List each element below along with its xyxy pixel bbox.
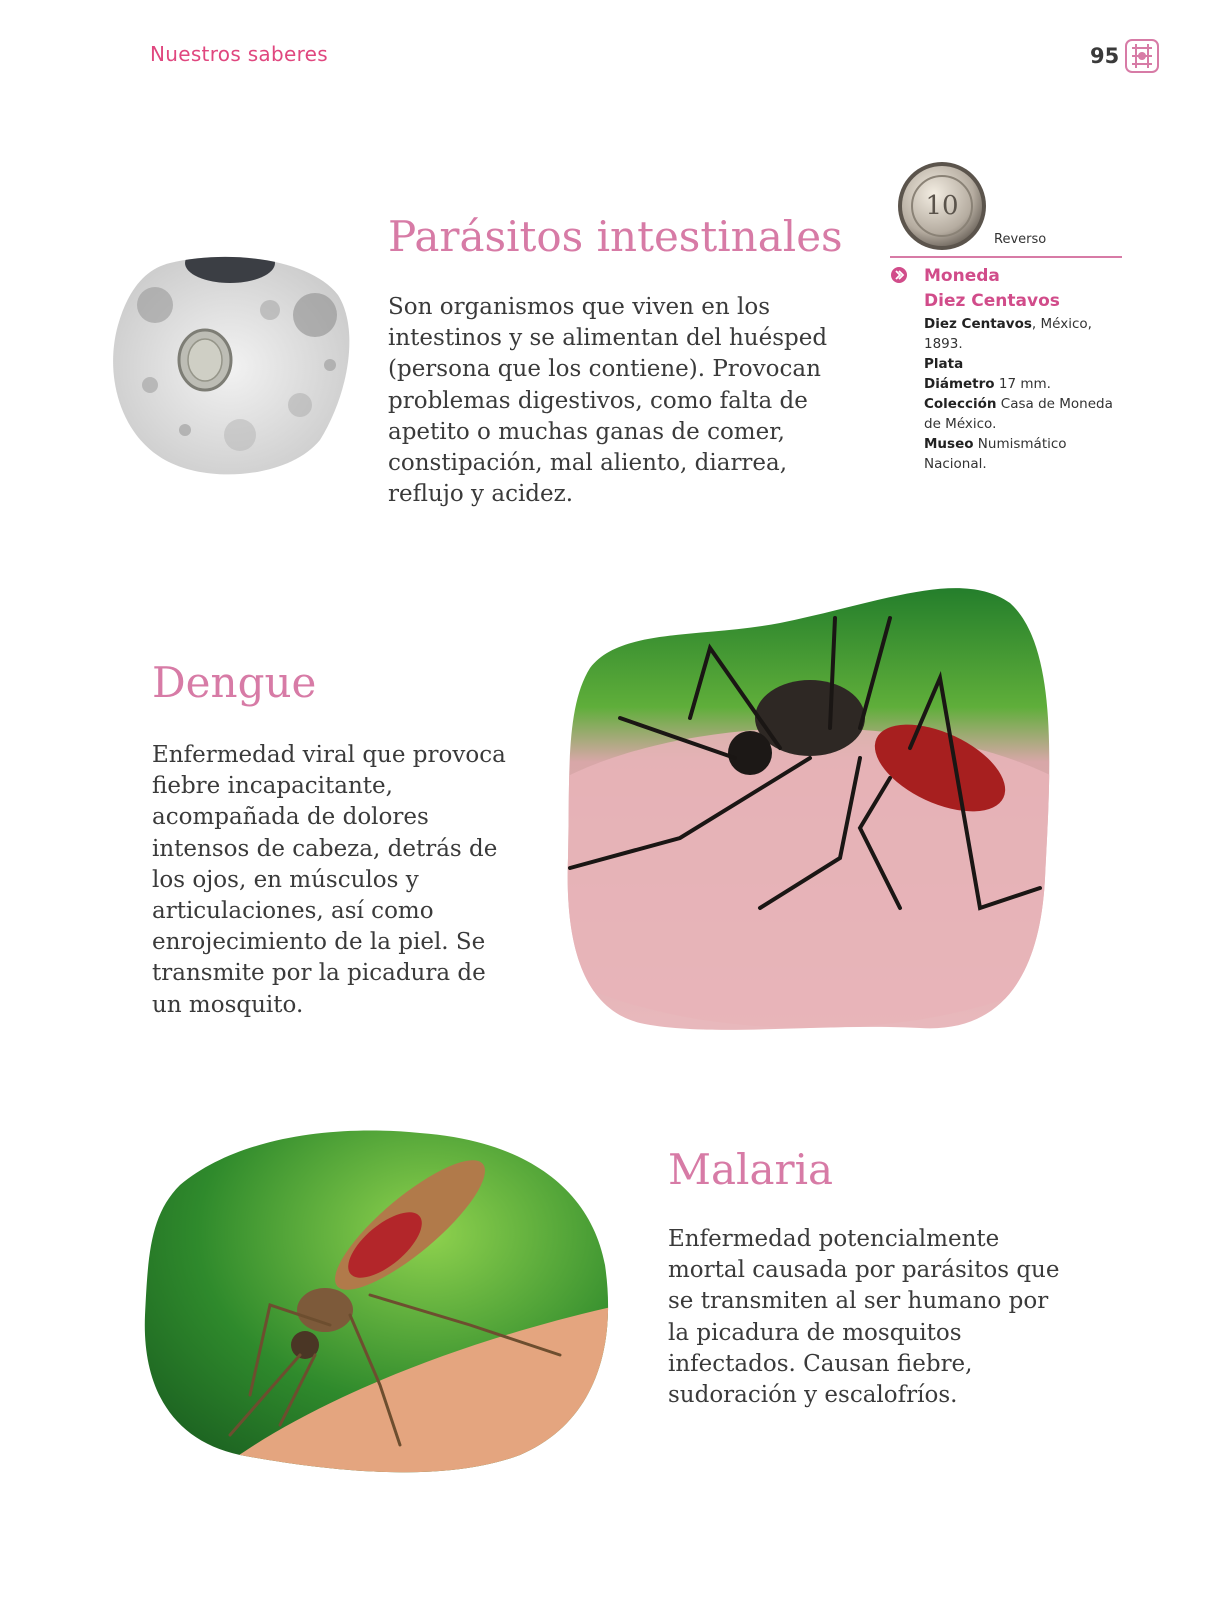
dengue-title: Dengue: [152, 658, 317, 707]
coin-diameter: [924, 374, 1129, 394]
parasitos-text: Son organismos que viven en los intestinos y se alimentan del huésped (persona que los contiene). Provocan problemas digestivos, como falta de apetito o muchas ganas de comer, constipación, mal aliento, diarrea, reflujo y acidez.: [388, 294, 828, 508]
coin-origin-label: Diez Centavos: [924, 316, 1032, 332]
coin-museum-label: Museo: [924, 436, 974, 452]
parasitos-title: Parásitos intestinales: [388, 212, 843, 261]
page-number: 95: [1090, 44, 1120, 68]
section-label: Nuestros saberes: [150, 42, 328, 66]
dengue-text: Enfermedad viral que provoca fiebre incapacitante, acompañada de dolores intensos de cabeza, detrás de los ojos, en músculos y articulaciones, así como enrojecimiento de la piel. Se transmite por la picadura de un mosquito.: [152, 742, 506, 1018]
chevron-right-icon: [890, 266, 908, 284]
coin-metal: [924, 354, 1129, 374]
coin-name: Diez Centavos: [924, 291, 1060, 311]
coin-diameter-label: Diámetro: [924, 376, 995, 392]
coin-diameter-value: 17 mm.: [994, 376, 1051, 392]
coin-origin-value: , México, 1893.: [924, 316, 1092, 352]
coin-image: [896, 160, 988, 252]
malaria-title: Malaria: [668, 1145, 834, 1194]
coin-caption: Reverso: [994, 232, 1047, 247]
coin-value: 10: [925, 191, 959, 221]
coin-museum: [924, 434, 1129, 474]
coin-origin: [924, 314, 1129, 354]
coin-metal-value: Plata: [924, 356, 964, 372]
coin-category: Moneda: [924, 266, 1000, 286]
malaria-mosquito-image: [140, 1125, 620, 1485]
coin-info: [924, 264, 1129, 474]
coin-divider: [890, 256, 1122, 258]
aztec-glyph-icon: [1124, 38, 1160, 74]
dengue-mosquito-image: [560, 578, 1060, 1038]
coin-collection: [924, 394, 1129, 434]
coin-collection-value: Casa de Moneda de México.: [924, 396, 1113, 432]
malaria-text: Enfermedad potencialmente mortal causada por parásitos que se transmiten al ser humano por la picadura de mosquitos infectados. Causan fiebre, sudoración y escalofríos.: [668, 1226, 1060, 1409]
parasite-egg-image: [110, 255, 350, 480]
coin-museum-value: Numismático Nacional.: [924, 436, 1067, 472]
coin-collection-label: Colección: [924, 396, 997, 412]
